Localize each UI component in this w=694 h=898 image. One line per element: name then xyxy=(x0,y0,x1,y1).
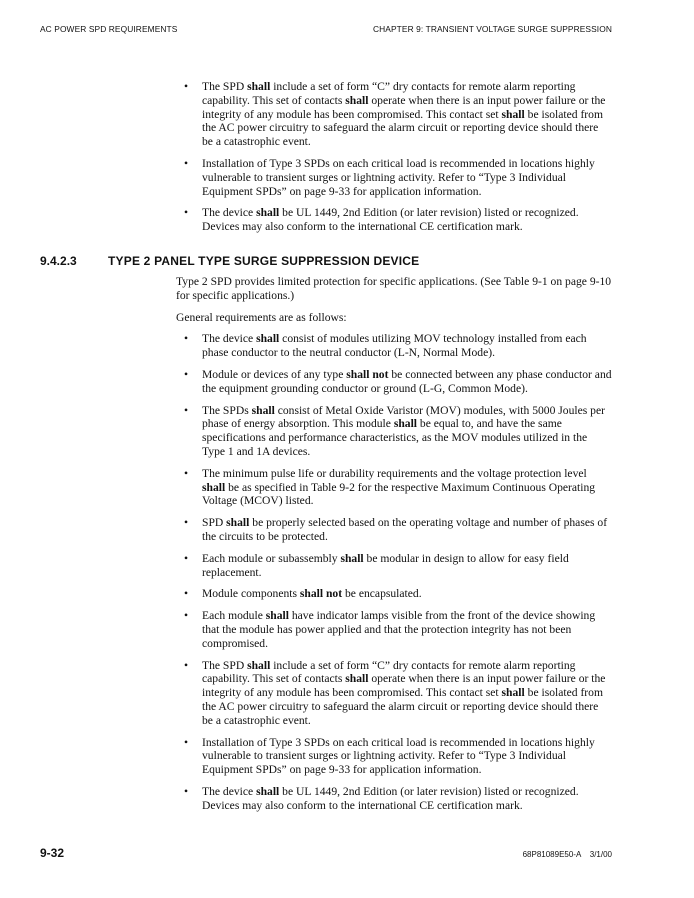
bullet-text: be UL 1449, 2nd Edition (or later revision) listed or recognized. Devices may also conform to the international CE certification mark. xyxy=(202,206,579,234)
section-title: TYPE 2 PANEL TYPE SURGE SUPPRESSION DEVICE xyxy=(108,254,420,268)
bullet-item xyxy=(176,404,612,459)
bullet-item xyxy=(176,332,612,360)
section-number: 9.4.2.3 xyxy=(40,254,77,268)
bullet-item xyxy=(176,157,612,198)
bullet-text: Installation of Type 3 SPDs on each critical load is recommended in locations highly vulnerable to transient surges or lightning activity. Refer to “Type 3 Individual Equipment SPDs” on page 9-33 for application information. xyxy=(202,156,595,198)
bullet-text: be as specified in Table 9-2 for the respective Maximum Continuous Operating Voltage (MCOV) listed. xyxy=(202,480,596,508)
emphasis-text: shall xyxy=(501,686,525,700)
emphasis-text: shall xyxy=(340,551,364,565)
bullet-text: be encapsulated. xyxy=(342,587,422,601)
requirements-list xyxy=(176,332,612,812)
emphasis-text: shall not xyxy=(346,367,389,381)
emphasis-text: shall xyxy=(501,107,525,121)
bullet-text: be connected between any phase conductor and the equipment grounding conductor or ground (L-G, Common Mode). xyxy=(202,367,612,395)
bullet-item xyxy=(176,206,612,234)
section-intro: Type 2 SPD provides limited protection for specific applications. (See Table 9-1 on page 9-10 for specific applications.) xyxy=(176,275,612,302)
bullet-text: consist of modules utilizing MOV technology installed from each phase conductor to the neutral conductor (L-N, Normal Mode). xyxy=(202,332,587,360)
bullet-text: be UL 1449, 2nd Edition (or later revision) listed or recognized. Devices may also conform to the international CE certification mark. xyxy=(202,784,579,812)
emphasis-text: shall xyxy=(226,516,250,530)
top-bullet-list xyxy=(176,80,612,234)
bullet-text: The SPD xyxy=(202,658,248,672)
bullet-text: Module components xyxy=(202,587,300,601)
bullet-item xyxy=(176,609,612,650)
bullet-item xyxy=(176,736,612,777)
general-requirements-lead: General requirements are as follows: xyxy=(176,310,347,324)
bullet-text: The SPD xyxy=(202,80,248,93)
bullet-text: be modular in design to allow for easy field replacement. xyxy=(202,551,569,579)
bullet-text: be isolated from the AC power circuitry to safeguard the alarm circuit or reporting device should there be a catastrophic event. xyxy=(202,686,603,727)
bullet-text: The SPDs xyxy=(202,403,252,417)
bullet-text: Each module or subassembly xyxy=(202,551,341,565)
page-number: 9-32 xyxy=(40,846,65,860)
running-header-left: AC POWER SPD REQUIREMENTS xyxy=(40,24,178,34)
bullet-text: Module or devices of any type xyxy=(202,367,347,381)
bullet-item xyxy=(176,516,612,544)
emphasis-text: shall xyxy=(251,403,275,417)
bullet-text: The device xyxy=(202,784,257,798)
bullet-item xyxy=(176,368,612,396)
bullet-text: The device xyxy=(202,206,257,220)
bullet-item xyxy=(176,80,612,149)
bullet-text: The device xyxy=(202,332,257,346)
emphasis-text: shall xyxy=(247,658,271,672)
emphasis-text: shall not xyxy=(299,587,343,601)
emphasis-text: shall xyxy=(202,480,226,494)
bullet-text: include a set of form “C” dry contacts for remote alarm reporting capability. This set of contacts xyxy=(202,80,576,107)
emphasis-text: shall xyxy=(265,609,289,623)
bullet-text: operate when there is an input power failure or the integrity of any module has been compromised. This contact set xyxy=(202,672,606,700)
bullet-text: Each module xyxy=(202,609,266,623)
emphasis-text: shall xyxy=(256,332,280,346)
emphasis-text: shall xyxy=(345,672,369,686)
top-bullet-block xyxy=(176,80,612,242)
section-body xyxy=(176,275,612,821)
emphasis-text: shall xyxy=(256,206,280,220)
bullet-text: be properly selected based on the operating voltage and number of phases of the circuits to be protected. xyxy=(202,516,608,543)
bullet-text: include a set of form “C” dry contacts for remote alarm reporting capability. This set of contacts xyxy=(202,658,576,686)
bullet-text: operate when there is an input power failure or the integrity of any module has been compromised. This contact set xyxy=(202,93,606,121)
bullet-item xyxy=(176,552,612,580)
bullet-item xyxy=(176,785,612,813)
bullet-text: SPD xyxy=(202,516,227,530)
bullet-text: consist of Metal Oxide Varistor (MOV) modules, with 5000 Joules per phase of energy absorption. This module xyxy=(202,403,605,431)
running-header-right: CHAPTER 9: TRANSIENT VOLTAGE SURGE SUPPRESSION xyxy=(373,24,612,34)
bullet-text: be equal to, and have the same specifications and performance characteristics, as the MOV modules utilized in the Type 1 and 1A devices. xyxy=(202,417,588,458)
emphasis-text: shall xyxy=(256,784,280,798)
bullet-text: Installation of Type 3 SPDs on each critical load is recommended in locations highly vulnerable to transient surges or lightning activity. Refer to “Type 3 Individual Equipment SPDs” on page 9-33 for application information. xyxy=(202,735,595,777)
emphasis-text: shall xyxy=(393,417,418,431)
emphasis-text: shall xyxy=(247,80,271,93)
bullet-text: The minimum pulse life or durability requirements and the voltage protection level xyxy=(202,466,587,480)
bullet-item xyxy=(176,467,612,508)
emphasis-text: shall xyxy=(345,93,369,107)
bullet-text: be isolated from the AC power circuitry to safeguard the alarm circuit or reporting device should there be a catastrophic event. xyxy=(202,107,603,149)
bullet-item xyxy=(176,659,612,728)
bullet-text: have indicator lamps visible from the front of the device showing that the module has power applied and that the protection integrity has not been compromised. xyxy=(202,609,596,650)
document-id: 68P81089E50-A 3/1/00 xyxy=(522,850,612,859)
bullet-item xyxy=(176,587,612,601)
